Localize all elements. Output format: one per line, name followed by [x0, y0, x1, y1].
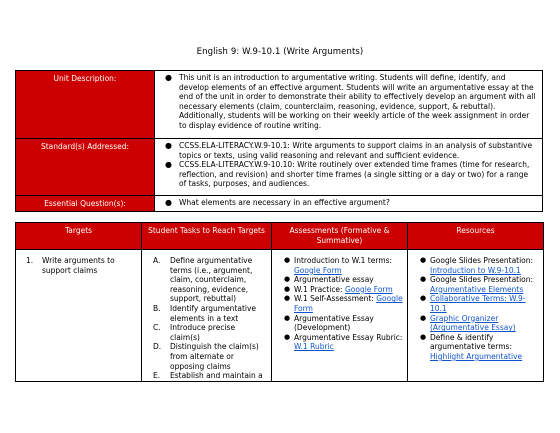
task-letter: D.: [153, 342, 162, 352]
assessment-item-text: Argumentative Essay Rubric:: [294, 332, 403, 342]
assessment-item: [294, 294, 403, 313]
resource-item: [430, 333, 539, 362]
task-item: [153, 256, 267, 304]
assessments-header: Assessments (Formative & Summative): [272, 223, 408, 250]
assessment-item-link[interactable]: Google Form: [294, 265, 342, 275]
assessment-item-text: Introduction to W.1 terms:: [294, 256, 393, 265]
unit-description-cell: [155, 71, 543, 139]
assessment-item: [294, 314, 403, 333]
unit-description-label: Unit Description:: [16, 71, 155, 139]
standards-row: [16, 139, 543, 196]
targets-header: Targets: [16, 223, 142, 250]
assessment-item-text: Argumentative essay: [294, 275, 374, 285]
target-text: Write arguments to support claims: [42, 256, 115, 275]
task-text: Distinguish the claim(s) from alternate or opposing claims: [170, 342, 259, 371]
resource-item-text: Google Slides Presentation:: [430, 275, 534, 285]
resource-item: [430, 275, 539, 294]
task-letter: A.: [153, 256, 161, 265]
target-number: 1.: [26, 256, 34, 265]
plan-row: [16, 250, 544, 382]
plan-header-row: [16, 223, 544, 250]
assessment-item: [294, 275, 403, 285]
standards-label: Standard(s) Addressed:: [16, 139, 155, 196]
resource-item-link[interactable]: Argumentative Elements: [430, 284, 524, 294]
task-text: Introduce precise claim(s): [170, 323, 236, 342]
tasks-list: [146, 256, 267, 381]
resource-item-text: Define & identify argumentative terms:: [430, 332, 512, 352]
assessment-item-link[interactable]: W.1 Rubric: [294, 342, 334, 352]
assessment-item: [294, 333, 403, 352]
assessment-item-link[interactable]: Google Form: [294, 294, 403, 313]
essential-question-item: ● What elements are necessary in an effective argument?: [179, 198, 536, 208]
task-letter: E.: [153, 371, 161, 381]
unit-description-text: ● This unit is an introduction to argumentative writing. Students will define, identify, and develop elements of an effective argument. Students will write an argumentative essay at the end of the unit in order to demonstrate their ability to effectively develop an argument with all necessary elements (claim, counterclaim, reasoning, evidence, support, & rebuttal). Additionally, students will be working on their weekly article of the week assignment in order to display evidence of routine writing.: [179, 73, 536, 131]
task-item: [153, 342, 267, 371]
task-item: [153, 303, 267, 323]
resource-item-link[interactable]: Collaborative Terms: W.9-10.1: [430, 294, 526, 313]
standards-cell: [155, 139, 543, 196]
task-item: [153, 371, 267, 381]
assessment-item-text: W.1 Self-Assessment:: [294, 294, 377, 304]
essential-questions-row: [16, 196, 543, 212]
task-letter: C.: [153, 323, 161, 333]
resource-item: [430, 294, 539, 313]
essential-questions-label: Essential Question(s):: [16, 196, 155, 212]
unit-plan-table: [15, 222, 544, 382]
resources-list: [412, 256, 539, 362]
standard-item: ● CCSS.ELA-LITERACY.W.9-10.10: Write routinely over extended time frames (time for research, reflection, and revision) and shorter time frames (a single sitting or a day or two) for a range of tasks, purposes, and audiences.: [179, 160, 536, 189]
page-title: English 9: W.9-10.1 (Write Arguments): [196, 47, 364, 57]
resource-item-link[interactable]: Graphic Organizer (Argumentative Essay): [430, 313, 516, 333]
standard-item: ● CCSS.ELA-LITERACY.W.9-10.1: Write arguments to support claims in an analysis of substantive topics or texts, using valid reasoning and relevant and sufficient evidence.: [179, 141, 536, 160]
resource-item: [430, 256, 539, 275]
task-text: Define argumentative terms (i.e., argument, claim, counterclaim, reasoning, evidence, support, rebuttal): [170, 256, 253, 304]
unit-description-row: [16, 71, 543, 139]
essential-questions-cell: [155, 196, 543, 212]
resource-item-text: Google Slides Presentation:: [430, 256, 534, 265]
resource-item-link[interactable]: Highlight Argumentative: [430, 351, 523, 361]
resource-item: [430, 314, 539, 333]
assessments-cell: [272, 250, 408, 382]
assessment-item-link[interactable]: Google Form: [344, 284, 393, 294]
assessment-item-text: Argumentative Essay (Development): [294, 313, 374, 333]
assessment-item: [294, 256, 403, 275]
task-text: Establish and maintain a: [170, 371, 263, 381]
task-item: [153, 323, 267, 342]
assessment-item: [294, 285, 403, 295]
task-letter: B.: [153, 303, 161, 313]
resources-header: Resources: [408, 223, 544, 250]
assessments-list: [276, 256, 403, 352]
tasks-header: Student Tasks to Reach Targets: [142, 223, 272, 250]
tasks-cell: [142, 250, 272, 382]
assessment-item-text: W.1 Practice:: [294, 284, 345, 294]
task-text: Identify argumentative elements in a text: [170, 303, 257, 323]
target-cell: [16, 250, 142, 382]
unit-overview-table: [15, 70, 543, 212]
resources-cell: [408, 250, 544, 382]
resource-item-link[interactable]: Introduction to W.9-10.1: [430, 265, 521, 275]
